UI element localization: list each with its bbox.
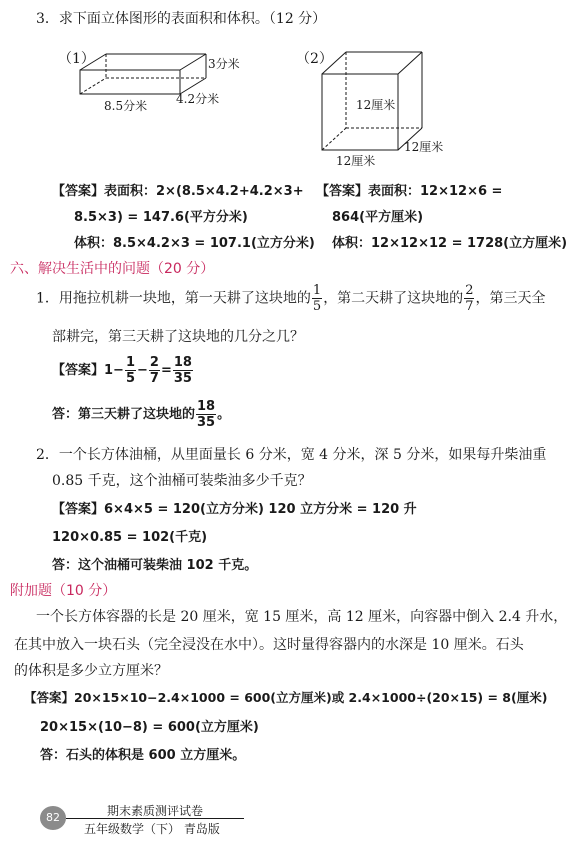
problem-1-text-b: ，第二天耕了这块地的 [323, 290, 464, 307]
problem-2-answer-1: 【答案】6×4×5 = 120(立方分米) 120 立方分米 = 120 升 [52, 502, 417, 517]
problem-1-line-2: 部耕完，第三天耕了这块地的几分之几？ [52, 329, 304, 345]
answer-2-line-3: 体积：12×12×12 = 1728(立方厘米) [332, 236, 568, 251]
problem-2-line-2: 0.85 千克，这个油桶可装柴油多少千克？ [52, 473, 312, 489]
figure-1-height-label: 3分米 [208, 57, 240, 71]
problem-1-answer [52, 356, 194, 385]
figure-2-height-label: 12厘米 [356, 98, 396, 112]
final-answer-text: 答：第三天耕了这块地的 [52, 407, 196, 422]
problem-1-line-1 [36, 284, 545, 313]
fraction-denominator: 7 [465, 299, 474, 314]
extra-answer-2: 20×15×(10−8) = 600(立方厘米) [40, 720, 259, 735]
fraction-denominator: 5 [312, 299, 322, 314]
fraction-numerator: 1 [125, 355, 135, 370]
extra-answer-1: 【答案】20×15×10−2.4×1000 = 600(立方厘米)或 2.4×1000÷(20×15) = 8(厘米) [24, 690, 548, 705]
fraction-denominator: 35 [197, 415, 216, 430]
extra-line-2: 在其中放入一块石头（完全浸没在水中）。这时量得容器内的水深是 10 厘米。石头 [14, 637, 524, 653]
fraction-denominator: 35 [173, 371, 192, 386]
answer-fraction-2 [149, 356, 160, 385]
answer-prefix: 【答案】1− [52, 363, 124, 378]
figure-2-length-label: 12厘米 [336, 154, 376, 168]
minus-sign: − [137, 363, 148, 378]
answer-2-line-1: 【答案】表面积：12×12×6 = [316, 184, 503, 199]
answer-fraction-result [173, 356, 193, 385]
final-answer-fraction [196, 400, 216, 429]
figure-1-length-label: 8.5分米 [104, 99, 148, 113]
footer-divider [66, 818, 244, 819]
equals-sign: = [160, 363, 172, 378]
figure-1-width-label: 4.2分米 [176, 92, 220, 106]
answer-fraction-1 [125, 356, 136, 385]
extra-line-1: 一个长方体容器的长是 20 厘米，宽 15 厘米，高 12 厘米，向容器中倒入 2.4 升水， [36, 609, 568, 625]
answer-1-line-3: 体积：8.5×4.2×3 = 107.1(立方分米) [74, 236, 315, 251]
problem-2-answer-3: 答：这个油桶可装柴油 102 千克。 [52, 558, 258, 573]
fraction-numerator: 18 [197, 399, 216, 414]
fraction-denominator: 5 [125, 371, 135, 386]
extra-answer-3: 答：石头的体积是 600 立方厘米。 [40, 748, 246, 763]
footer-title: 期末素质测评试卷 [106, 804, 203, 818]
fraction-numerator: 2 [149, 355, 159, 370]
extra-line-3: 的体积是多少立方厘米？ [14, 663, 168, 679]
footer-subtitle: 五年级数学（下） 青岛版 [84, 822, 220, 836]
fraction-two-sevenths [464, 284, 474, 313]
figure-2-width-label: 12厘米 [404, 140, 444, 154]
answer-1-line-1: 【答案】表面积：2×(8.5×4.2+4.2×3+ [52, 184, 304, 199]
answer-2-line-2: 864(平方厘米) [332, 210, 424, 225]
fraction-numerator: 18 [173, 355, 192, 370]
final-answer-period: 。 [217, 407, 231, 422]
problem-1-text-c: ，第三天全 [475, 290, 546, 307]
fraction-one-fifth [312, 284, 322, 313]
page-number-badge: 82 [40, 806, 66, 830]
question-3-stem: 3．求下面立体图形的表面积和体积。（12 分） [36, 11, 327, 27]
problem-1-final-answer [52, 400, 230, 429]
problem-2-line-1: 2．一个长方体油桶，从里面量长 6 分米，宽 4 分米，深 5 分米，如果每升柴油重 [36, 447, 547, 463]
problem-1-text-a: 1．用拖拉机耕一块地，第一天耕了这块地的 [36, 290, 311, 307]
figure-2-label: （2） [296, 51, 333, 67]
problem-2-answer-2: 120×0.85 = 102(千克) [52, 530, 208, 545]
extra-section-heading: 附加题（10 分） [10, 583, 117, 599]
fraction-denominator: 7 [149, 371, 159, 386]
figure-1-label: （1） [58, 51, 95, 67]
answer-1-line-2: 8.5×3) = 147.6(平方分米) [74, 210, 248, 225]
section-6-heading: 六、解决生活中的问题（20 分） [10, 261, 215, 277]
fraction-numerator: 1 [312, 283, 322, 298]
fraction-numerator: 2 [465, 283, 474, 298]
